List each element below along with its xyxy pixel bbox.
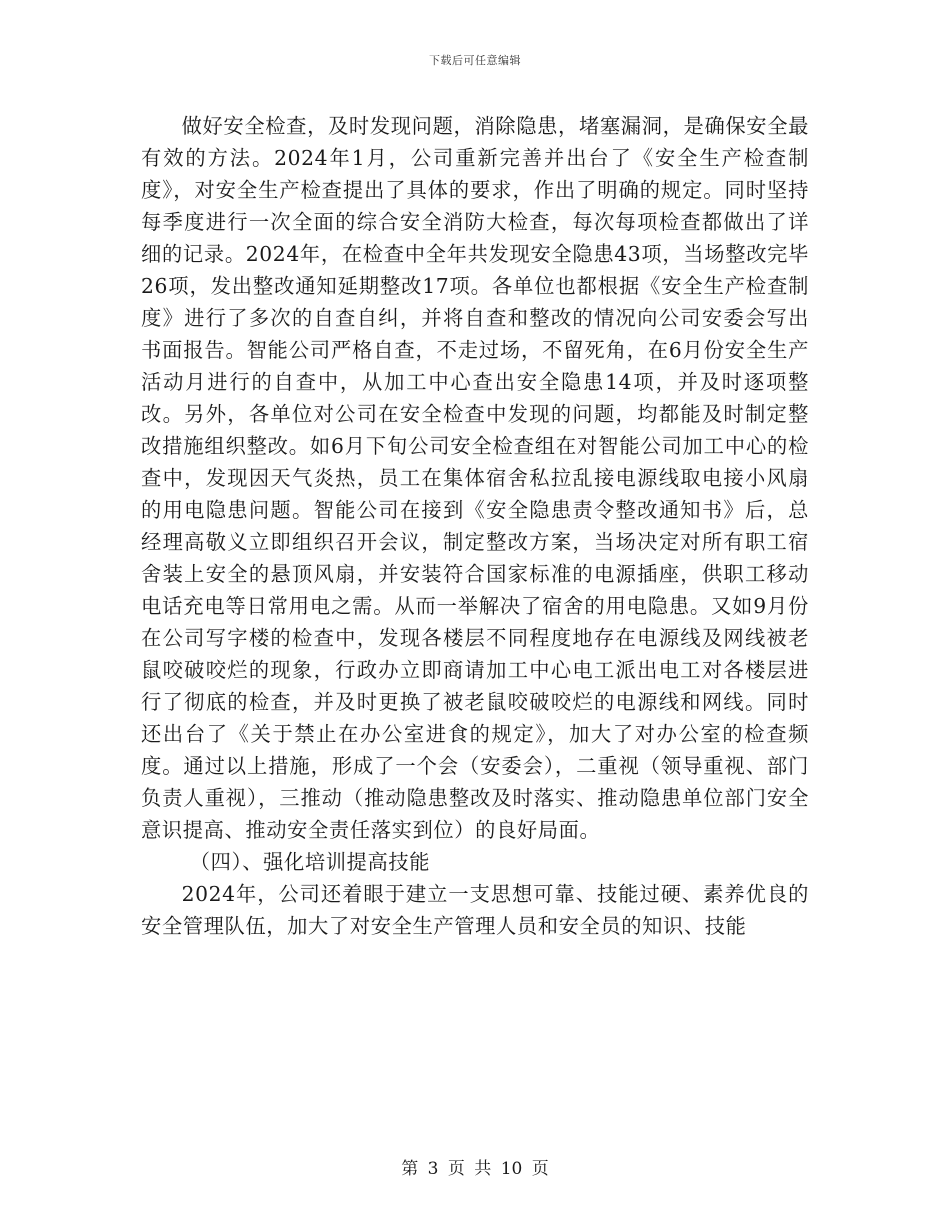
page-header-note: 下载后可任意编辑 [429,54,521,67]
document-body [141,110,809,942]
page-number-footer: 第 3 页 共 10 页 [401,1159,549,1179]
body-paragraph-inspection: 做好安全检查，及时发现问题，消除隐患，堵塞漏洞，是确保安全最有效的方法。2024年1月，公司重新完善并出台了《安全生产检查制度》，对安全生产检查提出了具体的要求，作出了明确的规定。同时坚持每季度进行一次全面的综合安全消防大检查，每次每项检查都做出了详细的记录。2024年，在检查中全年共发现安全隐患43项，当场整改完毕26项，发出整改通知延期整改17项。各单位也都根据《安全生产检查制度》进行了多次的自查自纠，并将自查和整改的情况向公司安委会写出书面报告。智能公司严格自查，不走过场，不留死角，在6月份安全生产活动月进行的自查中，从加工中心查出安全隐患14项，并及时逐项整改。另外，各单位对公司在安全检查中发现的问题，均都能及时制定整改措施组织整改。如6月下旬公司安全检查组在对智能公司加工中心的检查中，发现因天气炎热，员工在集体宿舍私拉乱接电源线取电接小风扇的用电隐患问题。智能公司在接到《安全隐患责令整改通知书》后，总经理高敬义立即组织召开会议，制定整改方案，当场决定对所有职工宿舍装上安全的悬顶风扇，并安装符合国家标准的电源插座，供职工移动电话充电等日常用电之需。从而一举解决了宿舍的用电隐患。又如9月份在公司写字楼的检查中，发现各楼层不同程度地存在电源线及网线被老鼠咬破咬烂的现象，行政办立即商请加工中心电工派出电工对各楼层进行了彻底的检查，并及时更换了被老鼠咬破咬烂的电源线和网线。同时还出台了《关于禁止在办公室进食的规定》，加大了对办公室的检查频度。通过以上措施，形成了一个会（安委会），二重视（领导重视、部门负责人重视），三推动（推动隐患整改及时落实、推动隐患单位部门安全意识提高、推动安全责任落实到位）的良好局面。 [141,114,809,842]
body-paragraph-training: 2024年，公司还着眼于建立一支思想可靠、技能过硬、素养优良的安全管理队伍，加大了对安全生产管理人员和安全员的知识、技能 [141,882,809,938]
section-heading-training: （四）、强化培训提高技能 [189,850,431,874]
